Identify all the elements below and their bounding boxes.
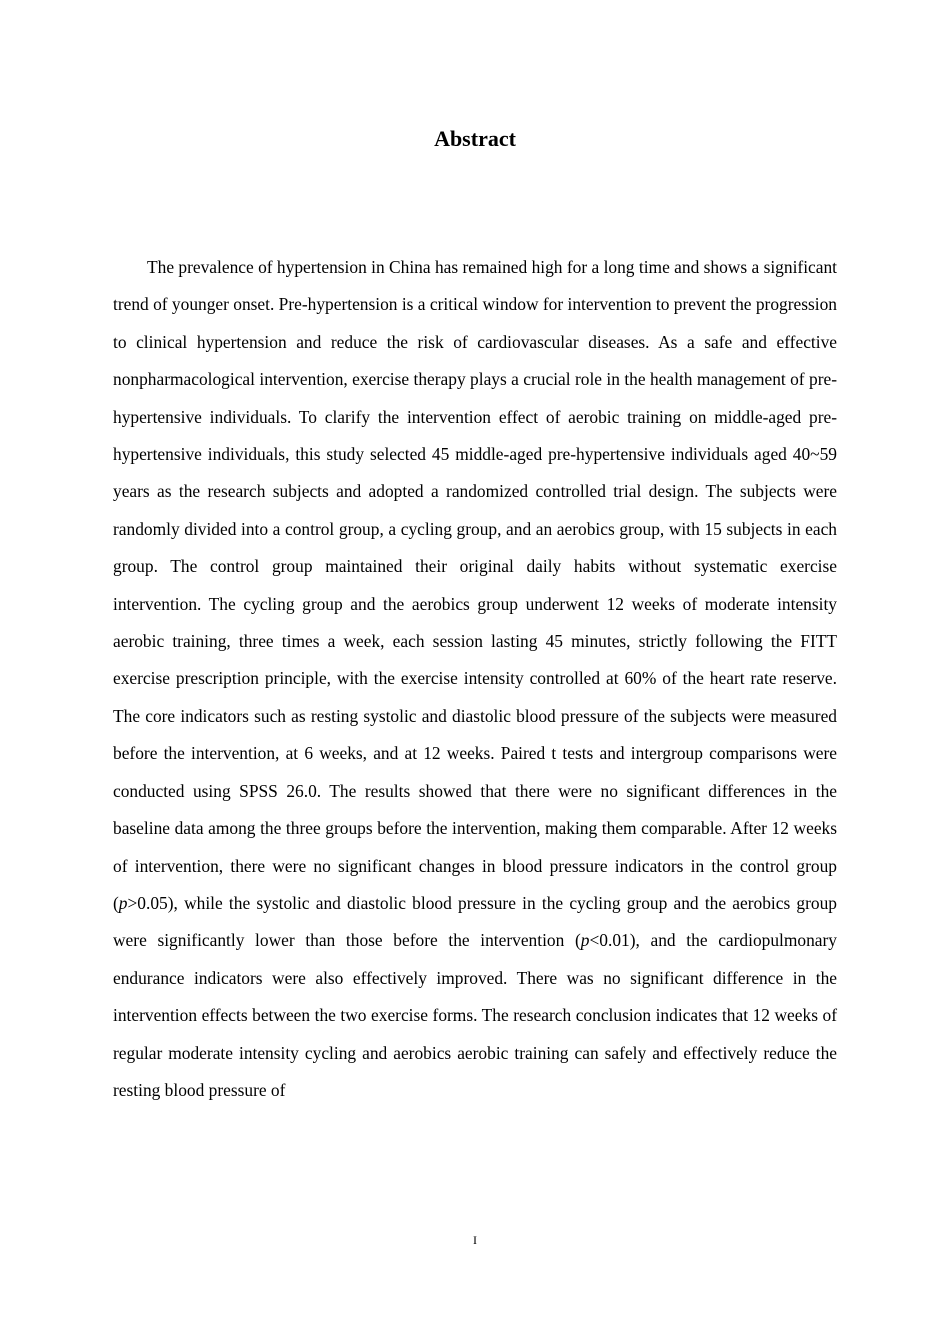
page-number: I <box>473 1233 477 1247</box>
abstract-text-part-2: >0.05), while the systolic and diastolic blood pressure in the cycling group and the aerobics group were significantly lower than those before the intervention ( <box>113 892 837 951</box>
abstract-paragraph <box>113 249 837 1109</box>
abstract-text-part-1: The prevalence of hypertension in China has remained high for a long time and shows a significant trend of younger onset. Pre-hypertension is a critical window for intervention to prevent the progression to clinical hypertension and reduce the risk of cardiovascular diseases. As a safe and effective nonpharmacological intervention, exercise therapy plays a crucial role in the health management of pre-hypertensive individuals. To clarify the intervention effect of aerobic training on middle-aged pre-hypertensive individuals, this study selected 45 middle-aged pre-hypertensive individuals aged 40~59 years as the research subjects and adopted a randomized controlled trial design. The subjects were randomly divided into a control group, a cycling group, and an aerobics group, with 15 subjects in each group. The control group maintained their original daily habits without systematic exercise intervention. The cycling group and the aerobics group underwent 12 weeks of moderate intensity aerobic training, three times a week, each session lasting 45 minutes, strictly following the FITT exercise prescription principle, with the exercise intensity controlled at 60% of the heart rate reserve. The core indicators such as resting systolic and diastolic blood pressure of the subjects were measured before the intervention, at 6 weeks, and at 12 weeks. Paired t tests and intergroup comparisons were conducted using SPSS 26.0. The results showed that there were no significant differences in the baseline data among the three groups before the intervention, making them comparable. After 12 weeks of intervention, there were no significant changes in blood pressure indicators in the control group ( <box>113 257 837 913</box>
abstract-title: Abstract <box>434 126 516 151</box>
p-value-symbol-1: p <box>118 892 128 913</box>
abstract-text-part-3: <0.01), and the cardiopulmonary endurance indicators were also effectively improved. There was no significant difference in the intervention effects between the two exercise forms. The research conclusion indicates that 12 weeks of regular moderate intensity cycling and aerobics aerobic training can safely and effectively reduce the resting blood pressure of <box>113 930 837 1100</box>
p-value-symbol-2: p <box>580 930 590 951</box>
